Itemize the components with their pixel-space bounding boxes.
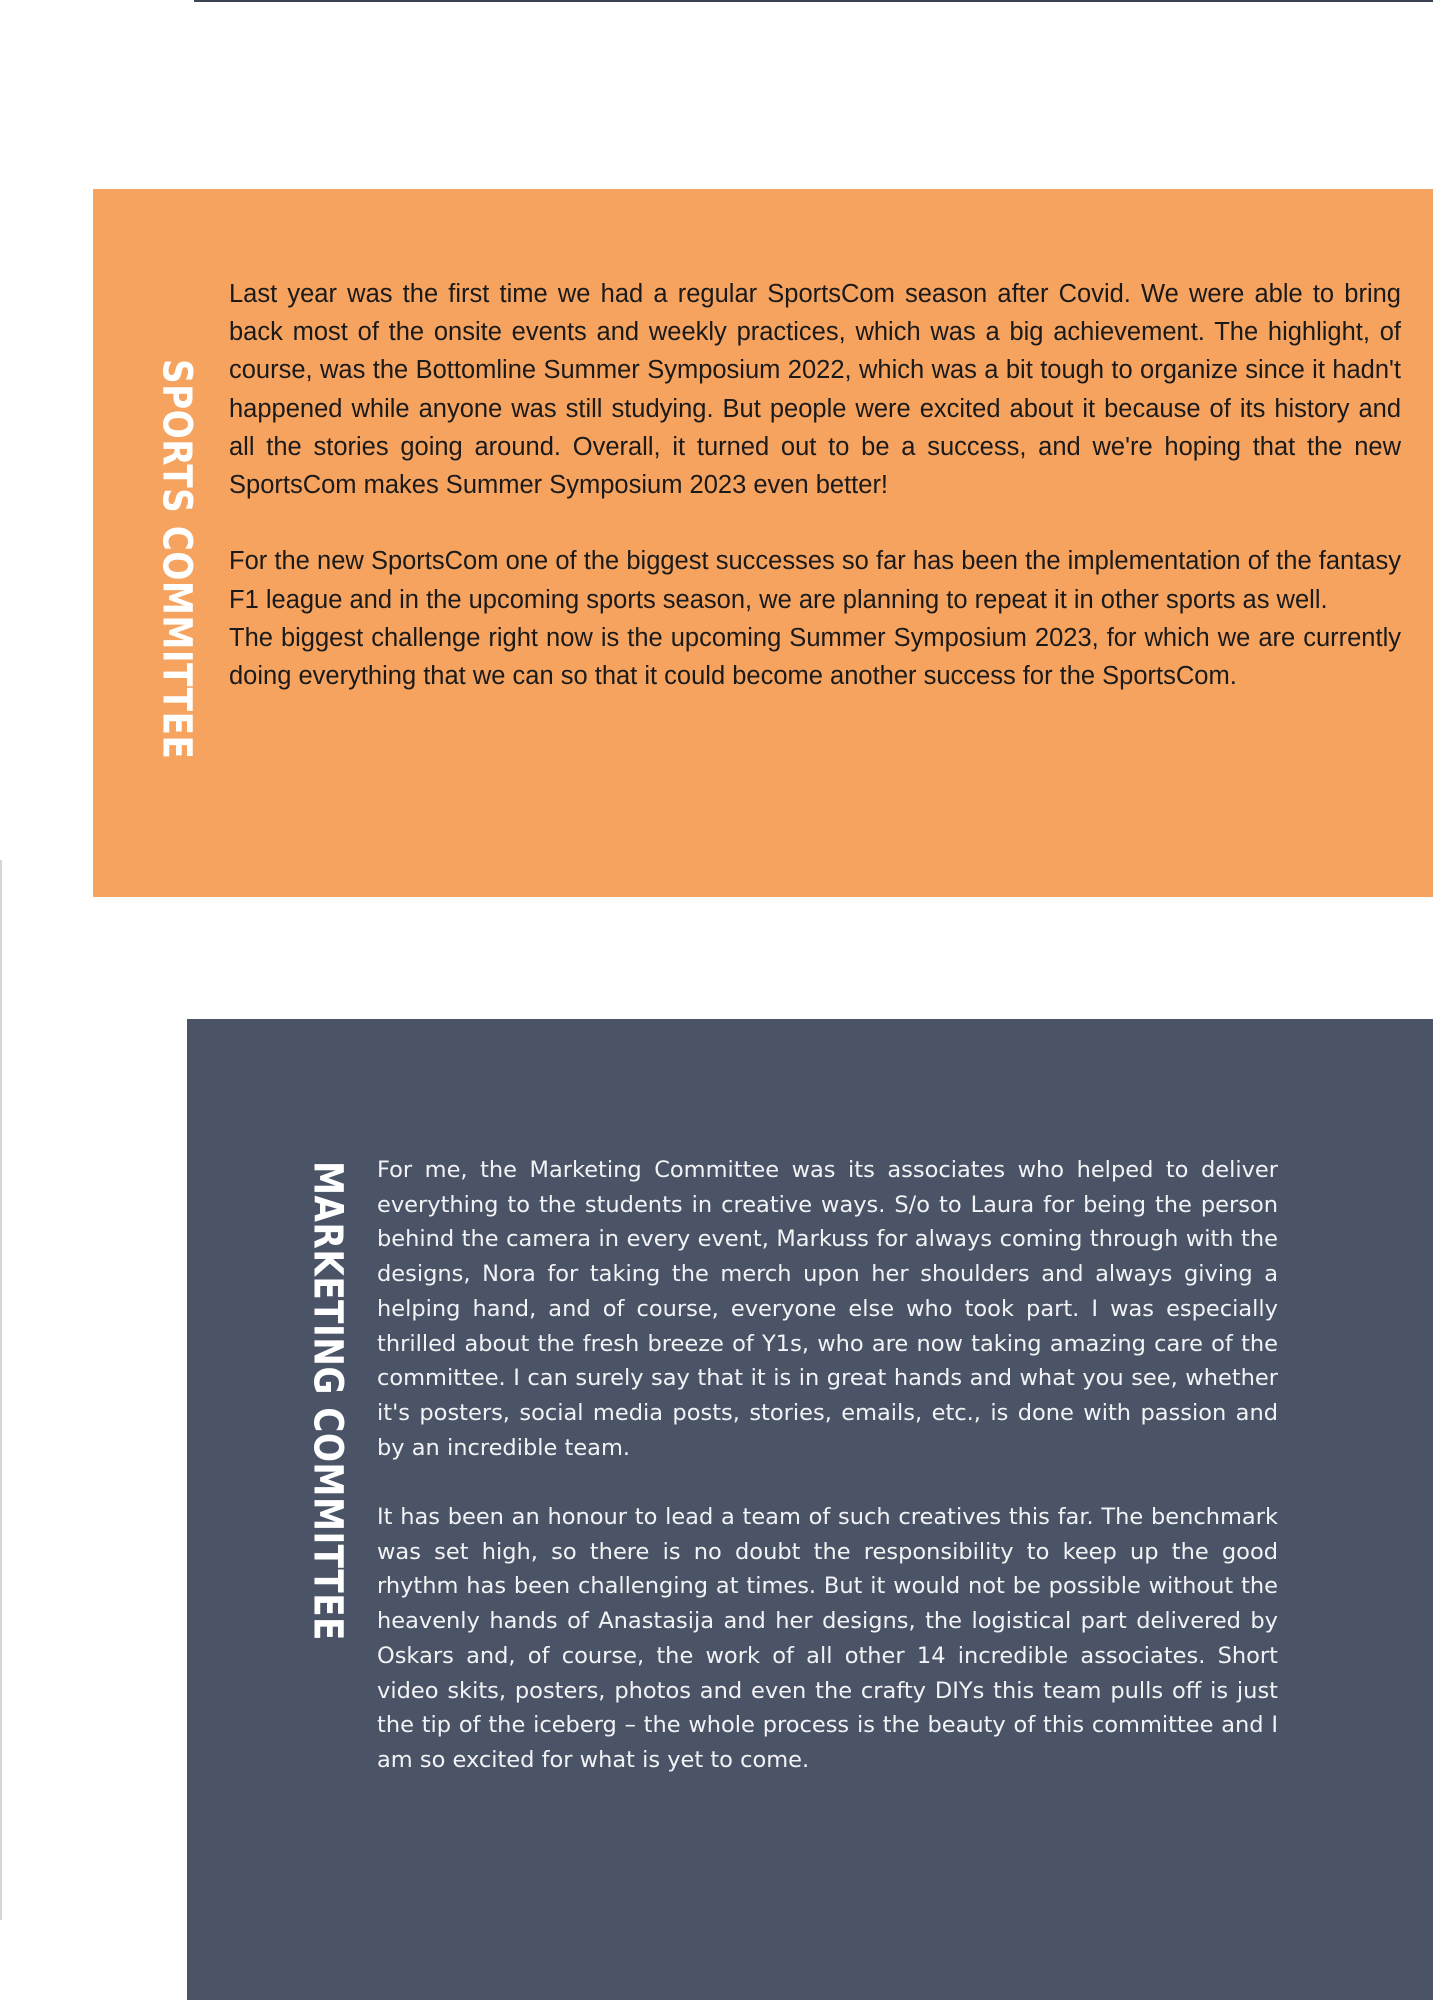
sports-committee-panel	[93, 189, 1433, 897]
sports-paragraph-3: The biggest challenge right now is the upcoming Summer Symposium 2023, for which we are currently doing everything that we can so that it could become another success for the SportsCom.	[229, 623, 1401, 691]
sports-paragraph-2: For the new SportsCom one of the biggest successes so far has been the implementation of the fantasy F1 league and in the upcoming sports season, we are planning to repeat it in other sports as well.	[229, 547, 1401, 614]
marketing-paragraph-1: For me, the Marketing Committee was its associates who helped to deliver everything to the students in creative ways. S/o to Laura for being the person behind the camera in every event, Markuss for always coming through with the designs, Nora for taking the merch upon her shoulders and always giving a helping hand, and of course, everyone else who took part. I was especially thrilled about the fresh breeze of Y1s, who are now taking amazing care of the committee. I can surely say that it is in great hands and what you see, whether it's posters, social media posts, stories, emails, etc., is done with passion and by an incredible team.	[377, 1157, 1278, 1461]
sports-paragraph-1: Last year was the first time we had a regular SportsCom season after Covid. We were able to bring back most of the onsite events and weekly practices, which was a big achievement. The highlight, of course, was the Bottomline Summer Symposium 2022, which was a bit tough to organize since it hadn't happened while anyone was still studying. But people were excited about it because of its history and all the stories going around. Overall, it turned out to be a success, and we're hoping that the new SportsCom makes Summer Symposium 2023 even better!	[229, 280, 1401, 500]
marketing-committee-text	[377, 1153, 1278, 1778]
paragraph-spacer	[229, 504, 1401, 542]
sports-committee-text	[229, 275, 1401, 695]
page-edge-shadow	[0, 860, 2, 1920]
top-divider-line	[194, 0, 1433, 2]
marketing-paragraph-2: It has been an honour to lead a team of such creatives this far. The benchmark was set high, so there is no doubt the responsibility to keep up the good rhythm has been challenging at times. But it would not be possible without the heavenly hands of Anastasija and her designs, the logistical part delivered by Oskars and, of course, the work of all other 14 incredible associates. Short video skits, posters, photos and even the crafty DIYs this team pulls off is just the tip of the iceberg – the whole process is the beauty of this committee and I am so excited for what is yet to come.	[377, 1504, 1278, 1773]
marketing-committee-title: MARKETING COMMITTEE	[304, 1161, 351, 1641]
paragraph-spacer	[377, 1465, 1278, 1500]
marketing-committee-panel	[187, 1019, 1433, 2000]
sports-committee-title: SPORTS COMMITTEE	[153, 359, 200, 760]
